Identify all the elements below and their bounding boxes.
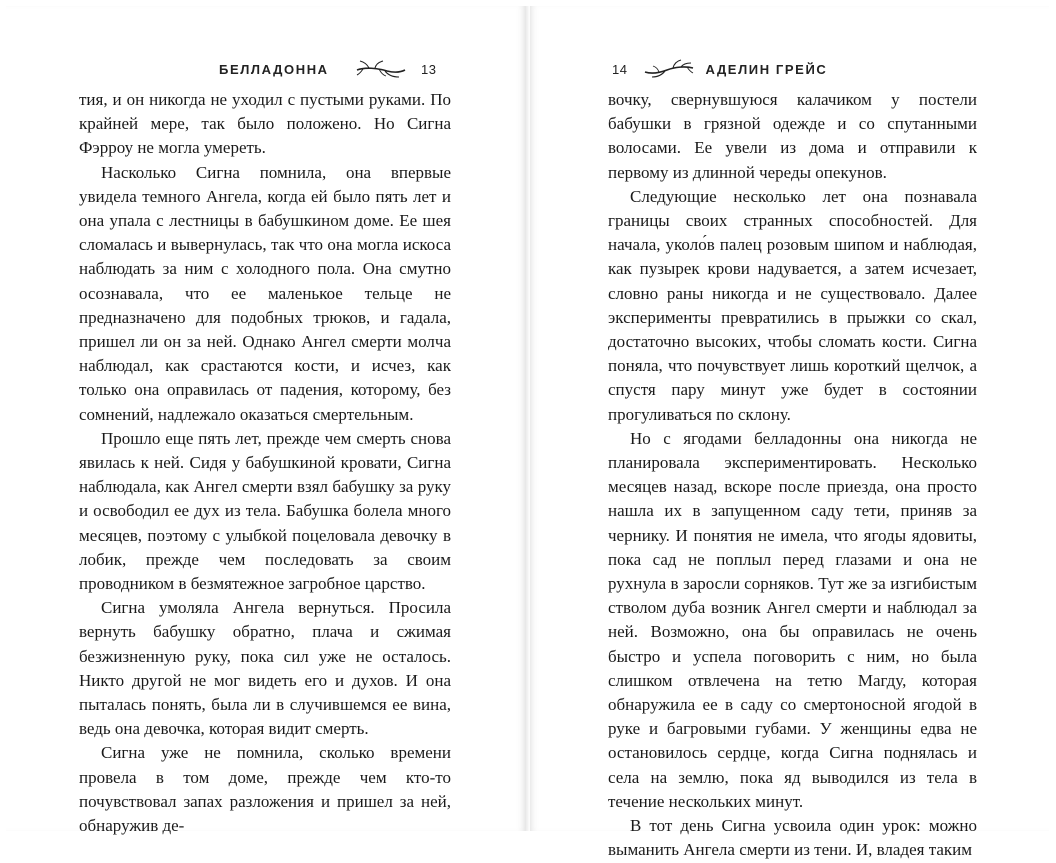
- right-page-header: [612, 56, 827, 82]
- right-page: [530, 6, 1049, 860]
- paragraph: Насколько Сигна помнила, она впервые увидела темного Ангела, когда ей было пять лет и она упала с лестницы в бабушкином доме. Ее шея сломалась и вывернулась, так что она могла искоса наблюдать за ним с холодного пола. Она смутно осознавала, что ее маленькое тельце не предназначено для подобных трюков, и гадала, пришел ли он за ней. Однако Ангел смерти молча наблюдал, как срастаются кости, и исчез, как только она оправилась от падения, которому, без сомнений, надлежало оказаться смертельным.: [79, 162, 451, 424]
- branch-ornament-icon: [643, 58, 695, 80]
- body-text: [608, 88, 977, 863]
- page-number: 14: [612, 61, 628, 77]
- paragraph: вочку, свернувшуюся калачиком у постели бабушки в грязной одежде и со спутанными волосами. Ее увели из дома и отправили к первому из длинной череды опекунов.: [608, 90, 977, 182]
- left-page: [6, 6, 526, 836]
- paragraph: Следующие несколько лет она познавала границы своих странных способностей. Для начала, уколо́в палец розовым шипом и наблюдая, как пузырек крови надувается, а затем исчезает, словно раны никогда и не существовало. Далее эксперименты превратились в прыжки со скал, достаточно высоких, чтобы сломать кости. Сигна поняла, что почувствует лишь короткий щелчок, а спустя пару минут уже будет в состоянии прогуливаться по склону.: [608, 186, 977, 424]
- paragraph: Прошло еще пять лет, прежде чем смерть снова явилась к ней. Сидя у бабушкиной кровати, Сигна наблюдала, как Ангел смерти взял бабушку за руку и освободил ее дух из тела. Бабушка болела много месяцев, поэтому с улыбкой поцеловала девочку в лобик, прежде чем последовать за своим проводником в безмятежное загробное царство.: [79, 428, 451, 594]
- left-page-header: [219, 56, 436, 82]
- running-title: АДЕЛИН ГРЕЙС: [705, 61, 828, 77]
- body-text: [79, 88, 451, 838]
- paragraph: Сигна умоляла Ангела вернуться. Просила вернуть бабушку обратно, плача и сжимая безжизненную руку, пока сил уже не осталось. Никто другой не мог видеть его и духов. И она пыталась понять, была ли в случившемся ее вина, ведь она девочка, которая видит смерть.: [79, 598, 451, 739]
- paragraph: В тот день Сигна усвоила один урок: можно выманить Ангела смерти из тени. И, владея таким: [608, 816, 977, 860]
- paragraph: Но с ягодами белладонны она никогда не планировала экспериментировать. Несколько месяцев назад, вскоре после приезда, она просто нашла их в запущенном саду тети, приняв за чернику. И понятия не имела, что ягоды ядовиты, пока сад не поплыл перед глазами и она не рухнула в заросли сорняков. Тут же за изгибистым стволом дуба возник Ангел смерти и наблюдал за ней. Возможно, она бы оправилась не очень быстро и успела поговорить с ним, но была слишком отвлечена на тетю Магду, которая обнаружила ее в саду со смертоносной ягодой в руке и багровыми губами. У женщины едва не остановилось сердце, когда Сигна поднялась и села на землю, пока яд выводился из тела в течение нескольких минут.: [608, 428, 977, 811]
- page-number: 13: [421, 61, 437, 77]
- paragraph: Сигна уже не помнила, сколько времени провела в том доме, прежде чем кто-то почувствовал запах разложения и пришел за ней, обнаружив де-: [79, 743, 451, 836]
- branch-ornament-icon: [355, 58, 407, 80]
- running-title: БЕЛЛАДОННА: [219, 61, 329, 77]
- paragraph: тия, и он никогда не уходил с пустыми руками. По крайней мере, так было положено. Но Сигна Фэрроу не могла умереть.: [79, 90, 451, 158]
